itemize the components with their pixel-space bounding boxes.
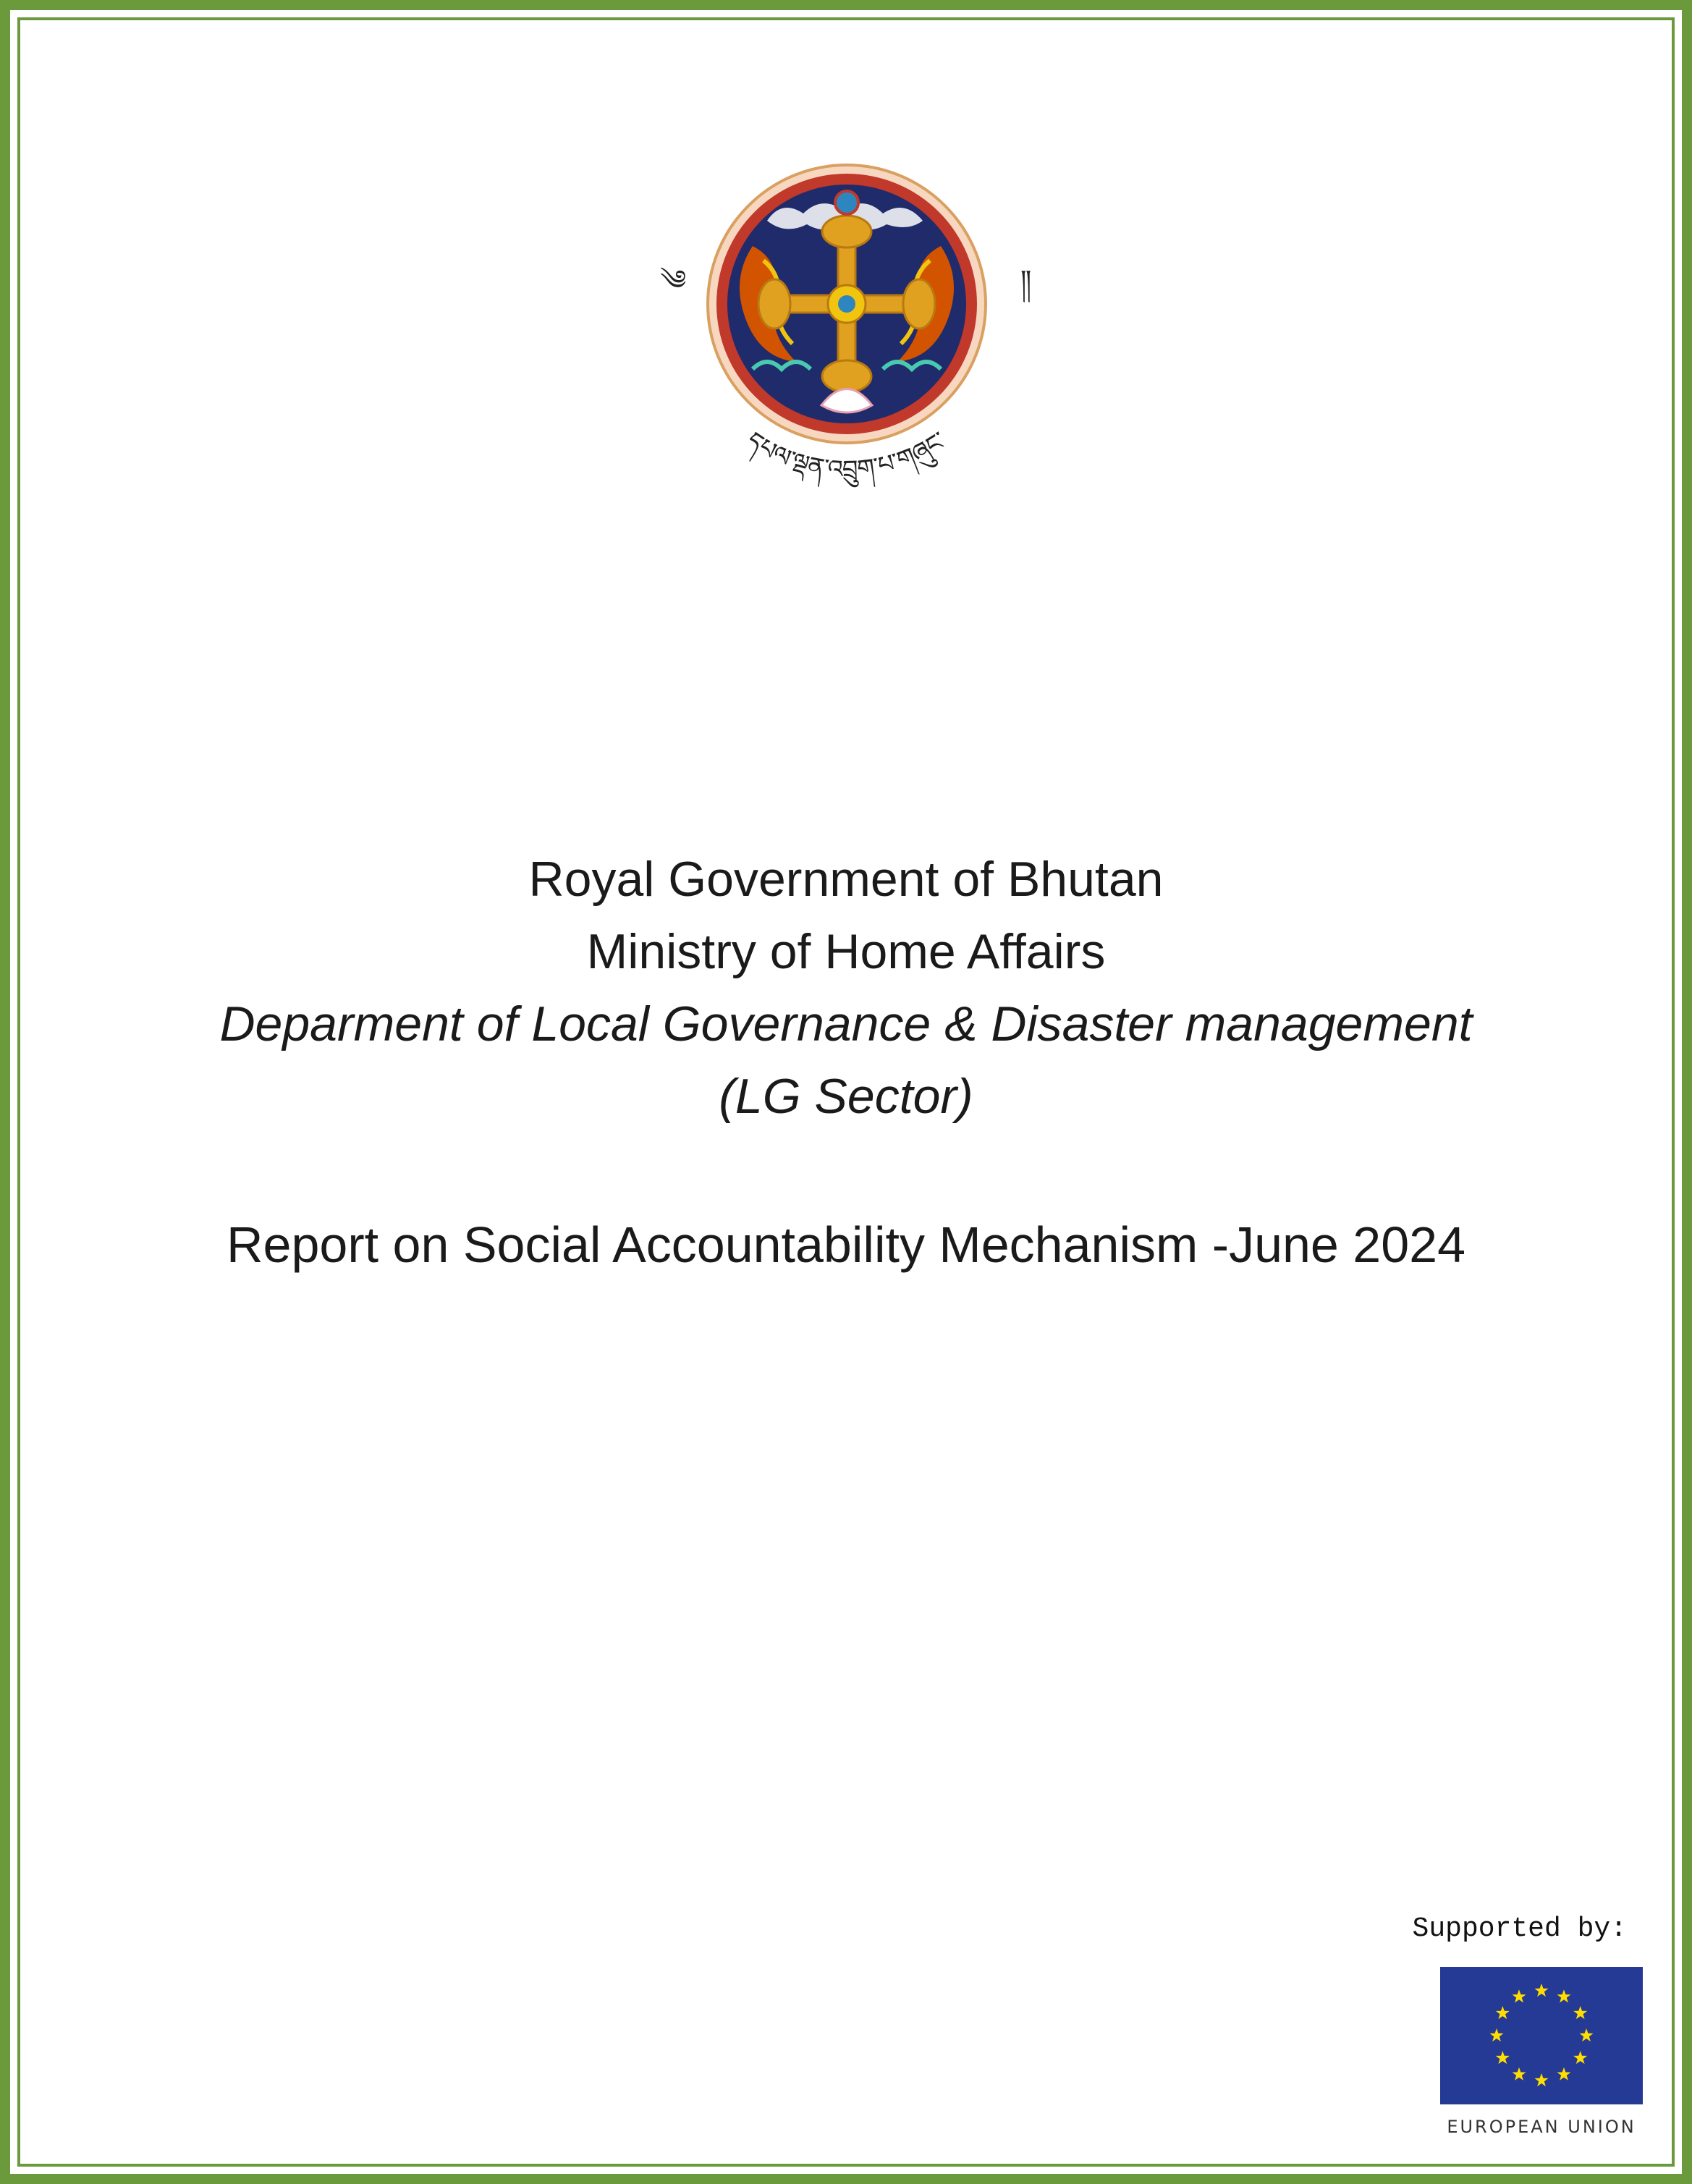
government-name: Royal Government of Bhutan (528, 852, 1164, 907)
emblem-motto: དཔལ་ལྡན་འབྲུག་པ་གཞུང་ (741, 426, 952, 485)
supported-by-label: Supported by: (1412, 1913, 1627, 1944)
eu-flag-icon (1440, 1967, 1643, 2104)
report-title: Report on Social Accountability Mechanism -June 2024 (226, 1216, 1466, 1273)
ministry-name: Ministry of Home Affairs (586, 924, 1106, 979)
header-block (0, 843, 1692, 1133)
svg-text:༄: ༄ (660, 264, 687, 296)
eu-caption: EUROPEAN UNION (1447, 2117, 1636, 2137)
svg-text:༎: ༎ (1020, 264, 1032, 296)
department-name: Deparment of Local Governance & Disaster management (219, 996, 1473, 1051)
sector-name: (LG Sector) (719, 1069, 973, 1124)
bhutan-national-emblem-icon (644, 152, 1049, 499)
